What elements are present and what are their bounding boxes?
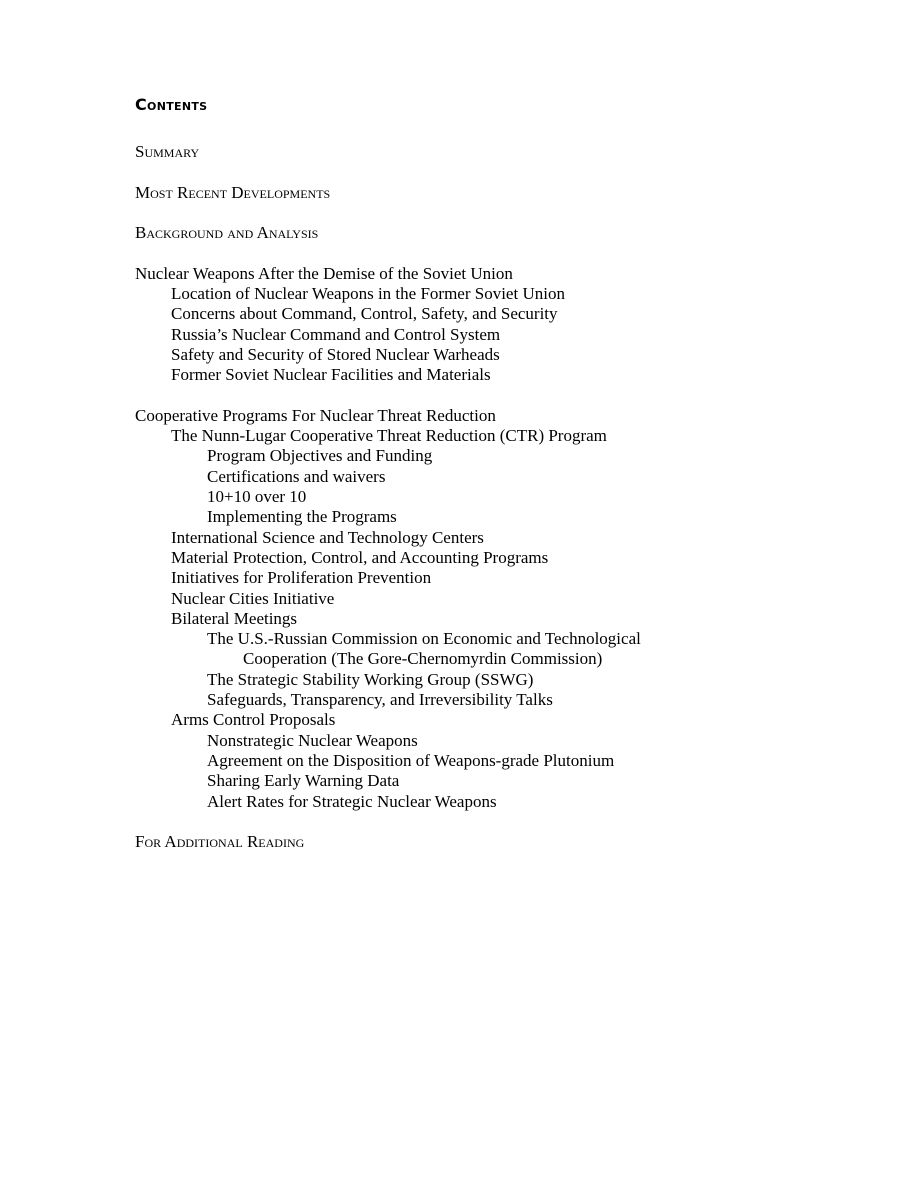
toc-entry: Nonstrategic Nuclear Weapons bbox=[207, 730, 418, 750]
table-of-contents bbox=[135, 142, 641, 852]
toc-entry: Material Protection, Control, and Accounting Programs bbox=[171, 547, 549, 567]
toc-entry: Cooperation (The Gore-Chernomyrdin Commission) bbox=[243, 649, 603, 669]
toc-entry: Safety and Security of Stored Nuclear Warheads bbox=[171, 344, 500, 364]
toc-entry: Location of Nuclear Weapons in the Former Soviet Union bbox=[171, 284, 565, 304]
toc-entry: Certifications and waivers bbox=[207, 466, 386, 486]
toc-entry: International Science and Technology Centers bbox=[171, 527, 484, 547]
toc-entry: Nuclear Cities Initiative bbox=[171, 588, 335, 608]
toc-entry: The U.S.-Russian Commission on Economic and Technological bbox=[207, 629, 641, 649]
toc-entry: Alert Rates for Strategic Nuclear Weapons bbox=[207, 791, 497, 811]
page-title: Contents bbox=[135, 95, 208, 114]
toc-entry: Implementing the Programs bbox=[207, 507, 397, 527]
toc-section: For Additional Reading bbox=[135, 832, 305, 852]
toc-entry: Former Soviet Nuclear Facilities and Materials bbox=[171, 365, 491, 385]
toc-section: Summary bbox=[135, 142, 200, 161]
toc-section: Most Recent Developments bbox=[135, 182, 331, 202]
toc-entry: Safeguards, Transparency, and Irreversibility Talks bbox=[207, 690, 553, 710]
toc-entry: Initiatives for Proliferation Prevention bbox=[171, 568, 432, 588]
toc-entry: Concerns about Command, Control, Safety, and Security bbox=[171, 304, 558, 324]
toc-entry: Agreement on the Disposition of Weapons-grade Plutonium bbox=[207, 750, 615, 770]
toc-entry: 10+10 over 10 bbox=[207, 487, 307, 507]
toc-entry: Bilateral Meetings bbox=[171, 608, 298, 628]
toc-entry: The Strategic Stability Working Group (SSWG) bbox=[207, 669, 534, 689]
toc-entry: Russia’s Nuclear Command and Control System bbox=[171, 324, 501, 344]
toc-entry: The Nunn-Lugar Cooperative Threat Reduction (CTR) Program bbox=[171, 426, 607, 446]
toc-entry: Program Objectives and Funding bbox=[207, 446, 433, 466]
toc-section: Background and Analysis bbox=[135, 223, 319, 243]
toc-entry: Nuclear Weapons After the Demise of the Soviet Union bbox=[135, 263, 513, 283]
toc-entry: Sharing Early Warning Data bbox=[207, 771, 400, 791]
toc-entry: Arms Control Proposals bbox=[171, 710, 336, 730]
toc-entry: Cooperative Programs For Nuclear Threat Reduction bbox=[135, 405, 496, 425]
